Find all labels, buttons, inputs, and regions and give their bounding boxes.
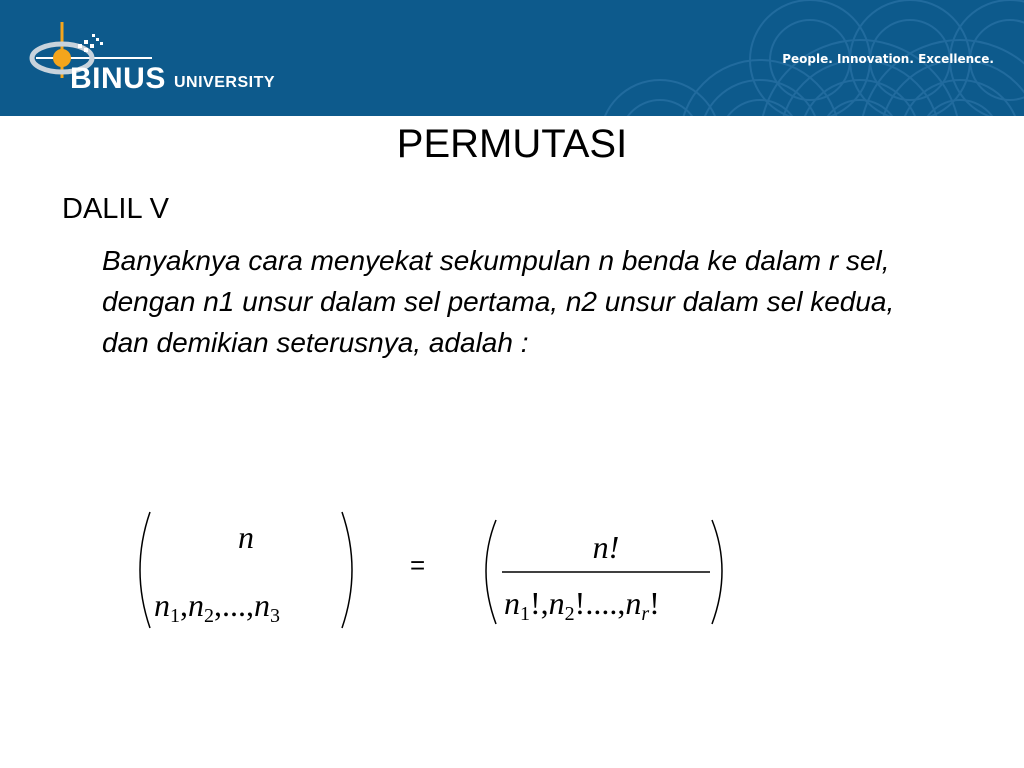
lhs-left-paren	[140, 512, 150, 628]
lhs-top-n: n	[238, 519, 254, 555]
header-banner	[0, 0, 1024, 116]
rule-heading: DALIL V	[62, 193, 169, 225]
binus-logo-icon	[22, 18, 322, 108]
lhs-bottom-expression: n1,n2,...,n3	[154, 587, 280, 627]
rhs-denominator: n1!,n2!....,nr!	[504, 585, 660, 625]
equals-sign: =	[410, 550, 426, 580]
rhs-left-paren	[486, 520, 496, 624]
lhs-right-paren	[342, 512, 352, 628]
rhs-numerator: n!	[592, 529, 620, 565]
logo-subtext: UNIVERSITY	[174, 74, 276, 91]
rhs-right-paren	[712, 520, 722, 624]
rule-description: Banyaknya cara menyekat sekumpulan n benda ke dalam r sel, dengan n1 unsur dalam sel pertama, n2 unsur dalam sel kedua, dan demikian seterusnya, adalah :	[102, 245, 895, 358]
slide-title: PERMUTASI	[396, 122, 628, 166]
logo-text: BINUS	[70, 62, 166, 95]
multinomial-formula	[120, 500, 760, 640]
header-tagline: People. Innovation. Excellence.	[782, 52, 994, 66]
